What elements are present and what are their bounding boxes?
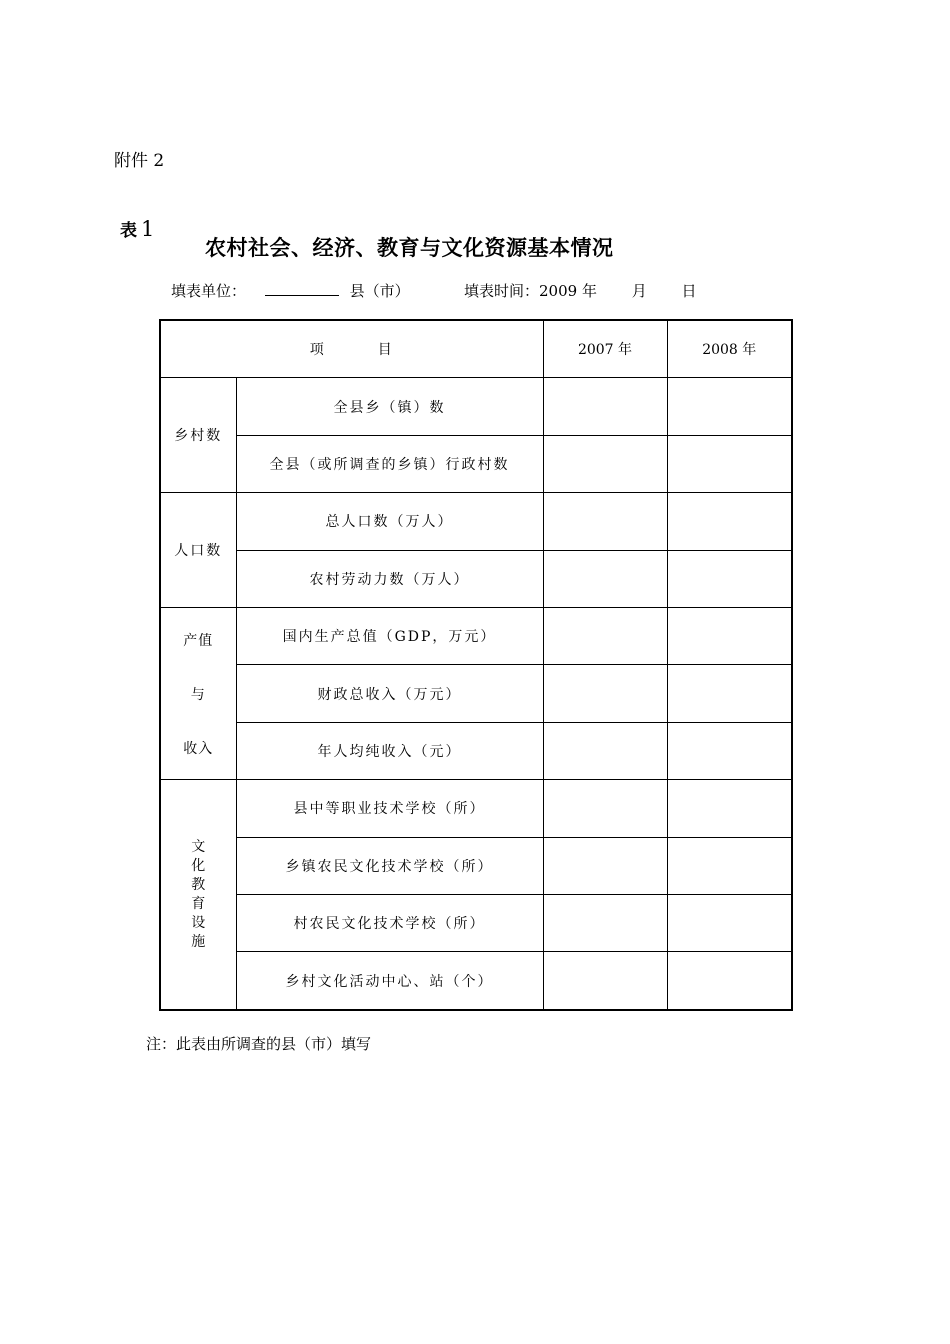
table-number-label [120, 216, 154, 241]
header-item-left: 项 [309, 342, 326, 359]
cell-2007[interactable] [543, 837, 667, 894]
table-label: 表 [120, 221, 137, 241]
table-row [160, 895, 792, 952]
table-row [160, 550, 792, 607]
cell-2007[interactable] [543, 493, 667, 550]
table-header-row [160, 320, 792, 378]
category-village: 乡村数 [160, 378, 236, 493]
category-output-income [160, 608, 236, 780]
header-item-right: 目 [377, 342, 394, 359]
item-label: 总人口数（万人） [236, 493, 543, 550]
cell-2008[interactable] [667, 665, 792, 722]
table-row [160, 780, 792, 837]
item-label: 全县（或所调查的乡镇）行政村数 [236, 435, 543, 492]
county-suffix: 县（市） [349, 282, 410, 300]
table-row [160, 493, 792, 550]
cell-2007[interactable] [543, 895, 667, 952]
item-label: 年人均纯收入（元） [236, 722, 543, 779]
item-label: 村农民文化技术学校（所） [236, 895, 543, 952]
item-label: 全县乡（镇）数 [236, 378, 543, 435]
cell-2008[interactable] [667, 722, 792, 779]
edu-char: 化 [191, 857, 206, 874]
cell-2007[interactable] [543, 378, 667, 435]
table-row [160, 608, 792, 665]
edu-char: 育 [191, 895, 206, 912]
header-2008: 2008 年 [667, 320, 792, 378]
cell-2007[interactable] [543, 665, 667, 722]
edu-char: 教 [191, 876, 206, 893]
cell-2007[interactable] [543, 435, 667, 492]
edu-char: 文 [191, 838, 206, 855]
cell-2007[interactable] [543, 722, 667, 779]
cell-2008[interactable] [667, 608, 792, 665]
cell-2008[interactable] [667, 952, 792, 1010]
edu-char: 设 [191, 914, 206, 931]
header-2007: 2007 年 [543, 320, 667, 378]
table-row [160, 435, 792, 492]
cell-2008[interactable] [667, 837, 792, 894]
category-output-line3: 收入 [183, 740, 214, 757]
item-label: 财政总收入（万元） [236, 665, 543, 722]
item-label: 国内生产总值（GDP，万元） [236, 608, 543, 665]
cell-2008[interactable] [667, 895, 792, 952]
cell-2008[interactable] [667, 378, 792, 435]
page-title: 农村社会、经济、教育与文化资源基本情况 [205, 236, 614, 260]
table-number: 1 [141, 217, 155, 241]
cell-2007[interactable] [543, 952, 667, 1010]
fill-time-label: 填表时间：2009 年 [464, 282, 597, 300]
category-output-line1: 产值 [183, 632, 214, 649]
category-education-facilities [160, 780, 236, 1010]
cell-2008[interactable] [667, 550, 792, 607]
category-output-line2: 与 [190, 686, 206, 703]
edu-char: 施 [191, 933, 206, 950]
category-population: 人口数 [160, 493, 236, 608]
cell-2007[interactable] [543, 608, 667, 665]
table-row [160, 665, 792, 722]
item-label: 县中等职业技术学校（所） [236, 780, 543, 837]
cell-2008[interactable] [667, 780, 792, 837]
county-blank-field[interactable] [265, 281, 339, 296]
fill-month: 月 [631, 282, 647, 300]
info-table [159, 319, 793, 1011]
fill-time [464, 280, 697, 301]
table-row [160, 952, 792, 1010]
table-row [160, 378, 792, 435]
table-note: 注：此表由所调查的县（市）填写 [146, 1035, 372, 1053]
header-item [160, 320, 543, 378]
table-row [160, 837, 792, 894]
cell-2007[interactable] [543, 550, 667, 607]
table-row [160, 722, 792, 779]
cell-2007[interactable] [543, 780, 667, 837]
fill-unit [171, 280, 410, 301]
fill-unit-label: 填表单位： [171, 282, 247, 300]
fill-day: 日 [681, 282, 697, 300]
attachment-label: 附件 2 [114, 151, 165, 171]
cell-2008[interactable] [667, 435, 792, 492]
item-label: 乡村文化活动中心、站（个） [236, 952, 543, 1010]
item-label: 乡镇农民文化技术学校（所） [236, 837, 543, 894]
cell-2008[interactable] [667, 493, 792, 550]
item-label: 农村劳动力数（万人） [236, 550, 543, 607]
